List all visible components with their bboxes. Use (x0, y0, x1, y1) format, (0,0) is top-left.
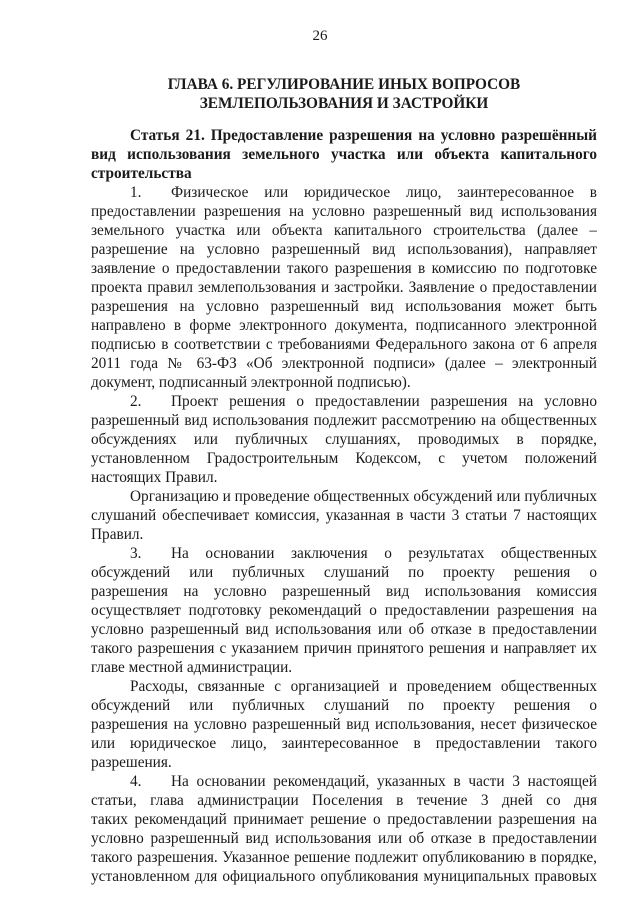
item-number-2: 2. (130, 393, 142, 410)
body-line: обсуждениях или публичных слушаниях, проводимых в порядке, (91, 431, 597, 448)
body-line: проекта правил землепользования и застройки. Заявление о предоставлении (91, 279, 597, 296)
body-line: статьи, глава администрации Поселения в течение 3 дней со дня (91, 792, 597, 809)
chapter-title-line-1: ГЛАВА 6. РЕГУЛИРОВАНИЕ ИНЫХ ВОПРОСОВ (167, 76, 521, 93)
body-line: или юридическое лицо, заинтересованное в предоставлении такого (91, 735, 597, 752)
body-line: разрешения на условно разрешенный вид использования комиссия (91, 583, 597, 600)
item-number-1: 1. (130, 184, 142, 201)
item-number-4: 4. (130, 773, 142, 790)
article-title-line-2: вид использования земельного участка или объекта капитального (91, 146, 597, 163)
body-line: такого разрешения с указанием причин принятого решения и направляет их (91, 640, 597, 657)
body-line: установленном для официального опубликования муниципальных правовых (91, 868, 597, 885)
body-line: слушаний обеспечивает комиссия, указанная в части 3 статьи 7 настоящих (91, 507, 597, 524)
body-line: Физическое или юридическое лицо, заинтересованное в (171, 184, 597, 201)
body-line: разрешения на условно разрешенный вид использования может быть (91, 298, 597, 315)
body-line: направлено в форме электронного документа, подписанного электронной (91, 317, 597, 334)
body-line: Организацию и проведение общественных обсуждений или публичных (130, 488, 597, 505)
body-line: осуществляет подготовку рекомендаций о предоставлении разрешения на (91, 602, 597, 619)
body-line: условно разрешенный вид использования или об отказе в предоставлении (91, 830, 597, 847)
body-line: таких рекомендаций принимает решение о предоставлении разрешения на (91, 811, 597, 828)
chapter-title-line-2: ЗЕМЛЕПОЛЬЗОВАНИЯ И ЗАСТРОЙКИ (199, 95, 489, 112)
body-line: обсуждений или публичных слушаний по проекту решения о (91, 564, 597, 581)
body-line: разрешения. (91, 754, 172, 771)
body-line: установленном Градостроительным Кодексом, с учетом положений (91, 450, 597, 467)
body-line: На основании заключения о результатах общественных (171, 545, 597, 562)
body-line: Расходы, связанные с организацией и проведением общественных (130, 678, 597, 695)
body-line: разрешенный вид использования подлежит рассмотрению на общественных (91, 412, 597, 429)
article-title-line-1: Статья 21. Предоставление разрешения на условно разрешённый (130, 127, 597, 144)
body-line: Проект решения о предоставлении разрешения на условно (171, 393, 597, 410)
page-number: 26 (312, 28, 328, 44)
body-line: разрешение на условно разрешенный вид использования), направляет (91, 241, 597, 258)
body-line: обсуждений или публичных слушаний по проекту решения о (91, 697, 597, 714)
body-line: предоставлении разрешения на условно разрешенный вид использования (91, 203, 597, 220)
body-line: главе местной администрации. (91, 659, 293, 676)
body-line: подписью в соответствии с требованиями Федерального закона от 6 апреля (91, 336, 597, 353)
body-line: разрешения на условно разрешенный вид использования, несет физическое (91, 716, 597, 733)
article-title-line-3: строительства (91, 165, 192, 182)
body-line: настоящих Правил. (91, 469, 218, 486)
body-line: На основании рекомендаций, указанных в части 3 настоящей (171, 773, 597, 790)
body-line: условно разрешенный вид использования или об отказе в предоставлении (91, 621, 597, 638)
body-line: такого разрешения. Указанное решение подлежит опубликованию в порядке, (91, 849, 597, 866)
body-line: документ, подписанный электронной подписью). (91, 374, 411, 391)
item-number-3: 3. (130, 545, 142, 562)
body-line: заявление о предоставлении такого разрешения в комиссию по подготовке (91, 260, 597, 277)
body-line: 2011 года № 63-ФЗ «Об электронной подписи» (далее – электронный (91, 355, 597, 372)
body-line: земельного участка или объекта капитального строительства (далее – (91, 222, 597, 239)
body-line: Правил. (91, 526, 144, 543)
